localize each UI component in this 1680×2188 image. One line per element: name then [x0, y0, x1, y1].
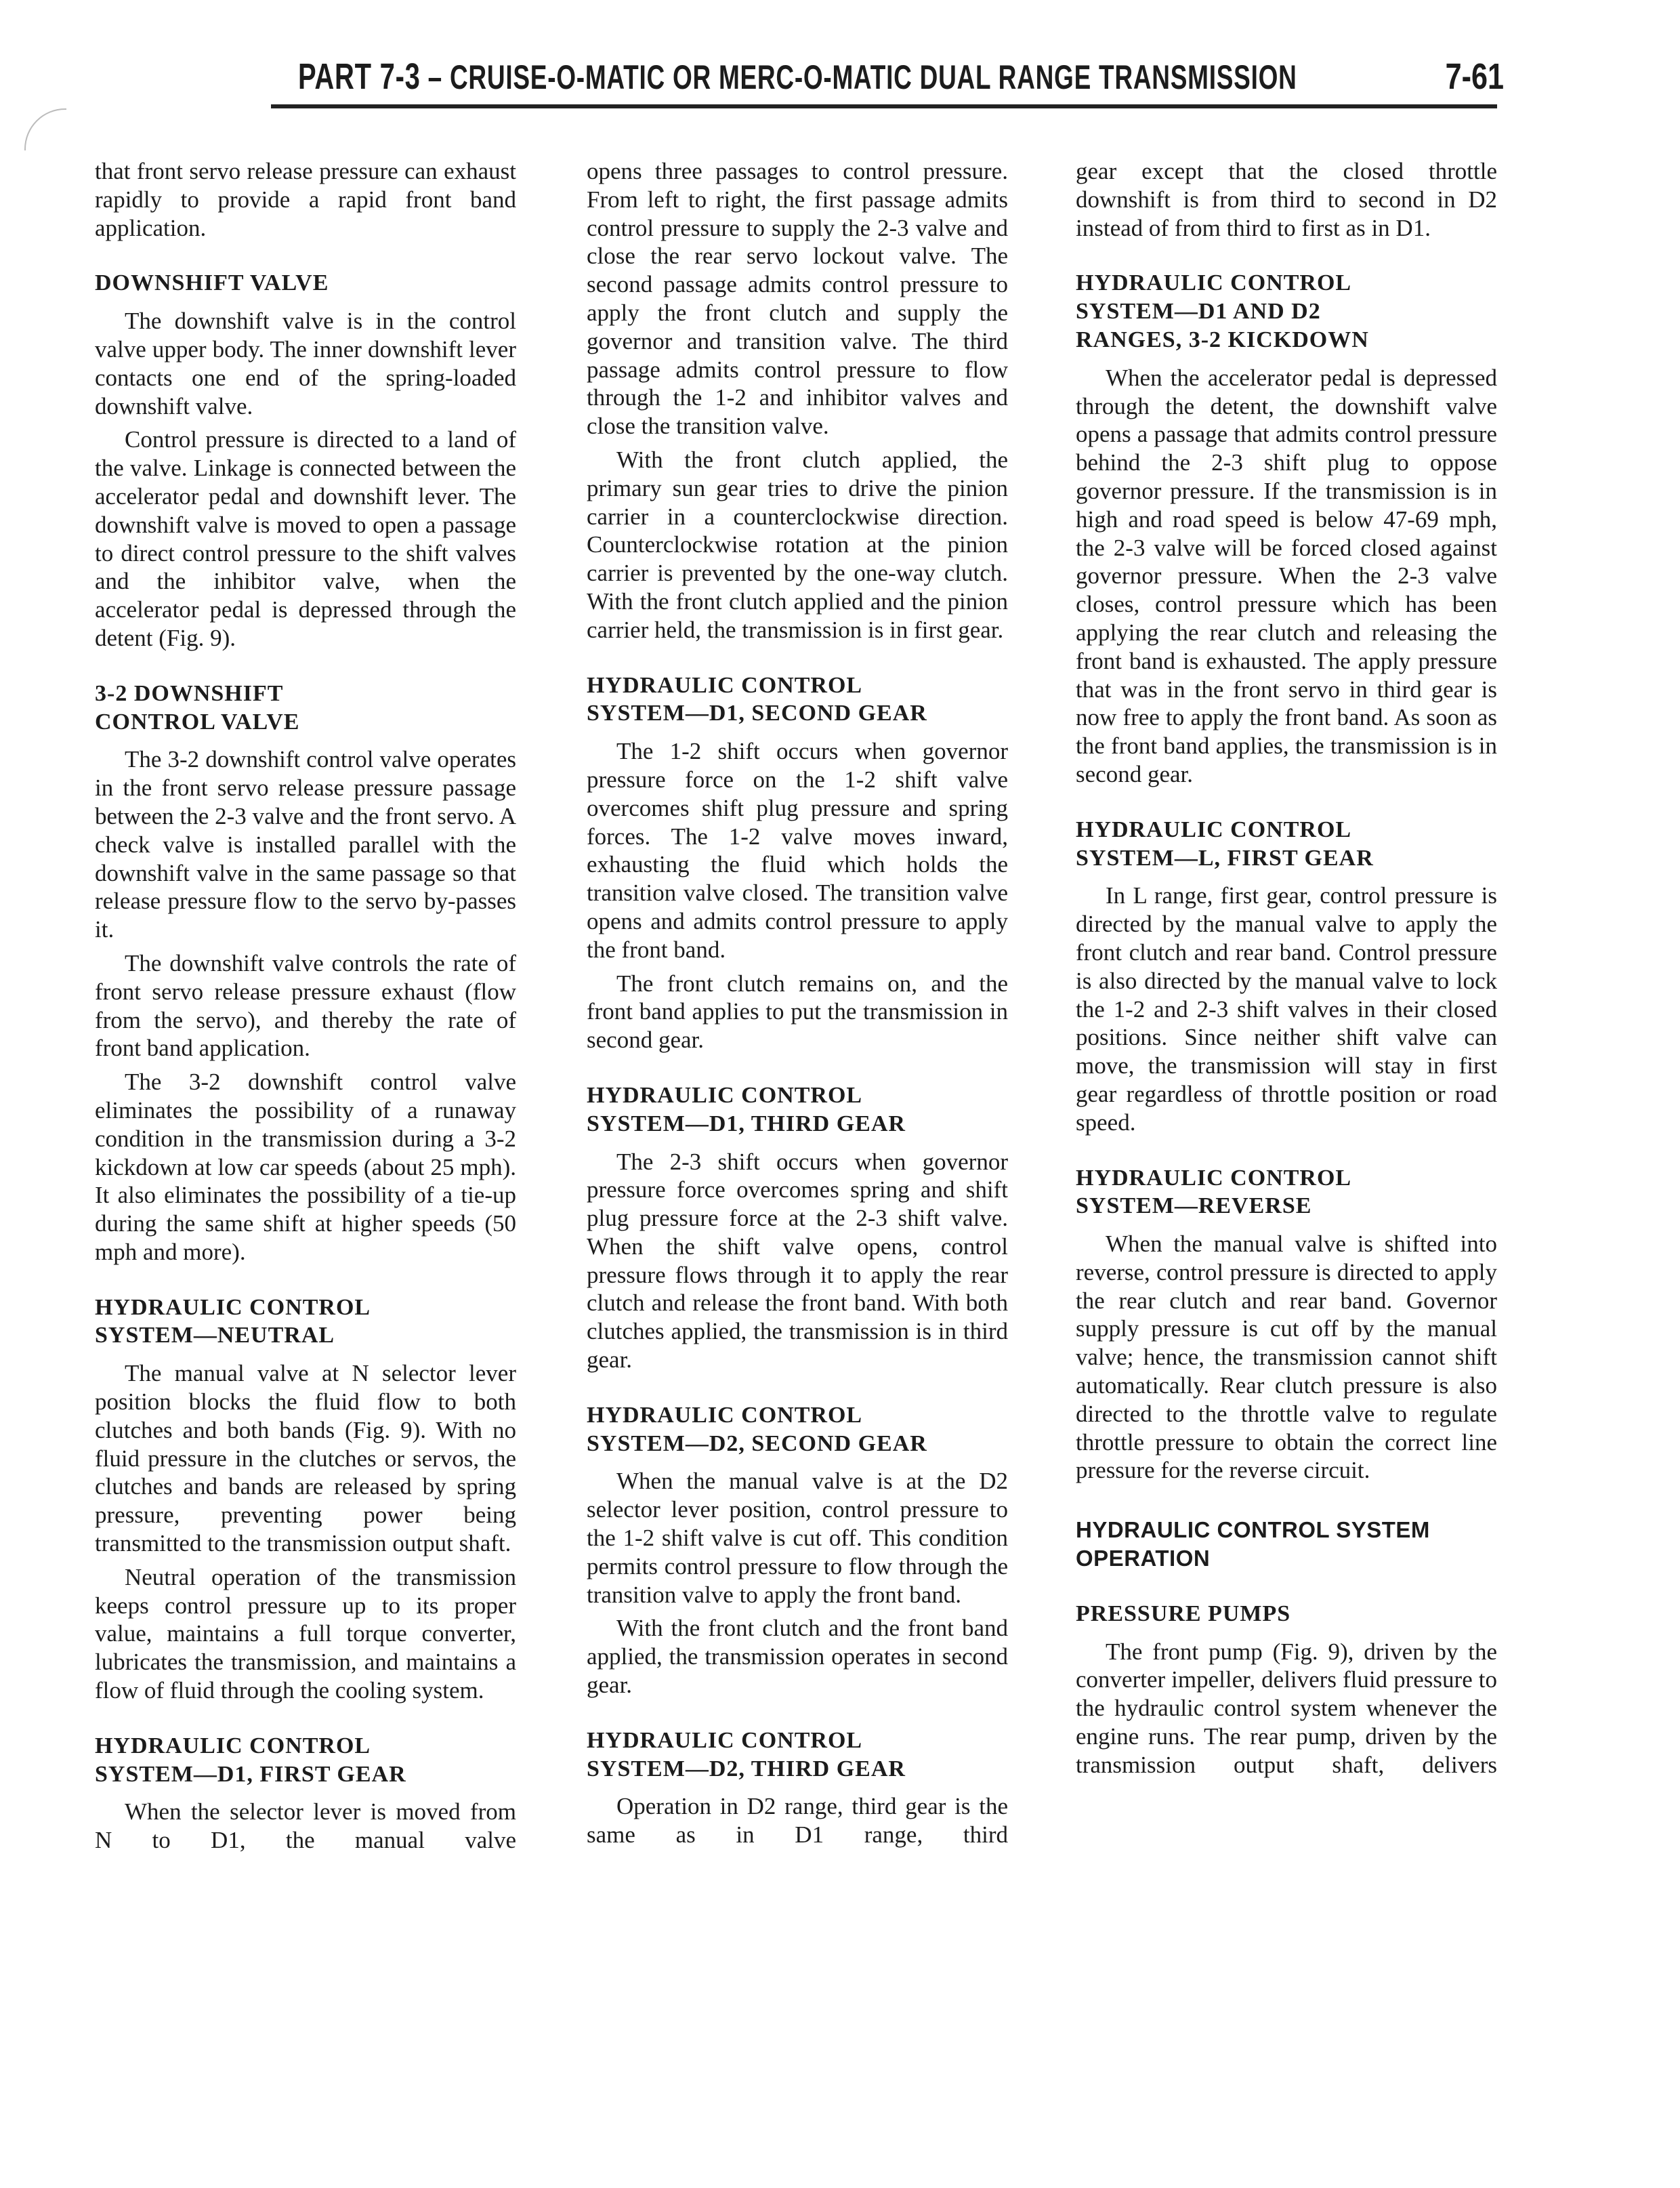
paragraph: opens three passages to control pressure. From left to right, the first passage admits control pressure to supply the 2-3 valve and close the rear servo lockout valve. The second passage admits control pressure to apply the front clutch and supply the governor and transition valve. The third passage admits control pressure to flow through the 1-2 and inhibitor valves and close the transition valve.: [587, 158, 1008, 440]
heading-line: HYDRAULIC CONTROL: [95, 1294, 371, 1320]
heading-line: HYDRAULIC CONTROL: [1076, 270, 1352, 296]
paragraph: When the manual valve is at the D2 selector lever position, control pressure to the 1-2 shift valve is cut off. This condition permits control pressure to flow through the transition valve to apply the front band.: [587, 1468, 1008, 1608]
heading-line: HYDRAULIC CONTROL: [587, 1082, 863, 1108]
heading-line: HYDRAULIC CONTROL: [1076, 1165, 1352, 1191]
section-heading: [1076, 1516, 1497, 1573]
section-heading: [587, 1401, 1008, 1458]
heading-line: PRESSURE PUMPS: [1076, 1601, 1291, 1626]
heading-line: RANGES, 3-2 KICKDOWN: [1076, 327, 1369, 352]
heading-line: HYDRAULIC CONTROL: [1076, 817, 1352, 842]
paragraph: Neutral operation of the transmission keeps control pressure up to its proper value, maintains a full torque converter, lubricates the transmission, and maintains a flow of fluid through the cooling system.: [95, 1563, 516, 1704]
paragraph: The 3-2 downshift control valve operates in the front servo release pressure passage between the 2-3 valve and the front servo. A check valve is installed parallel with the downshift valve in the same passage so that release pressure flow to the servo by-passes it.: [95, 746, 516, 943]
chapter-title: – CRUISE-O-MATIC OR MERC-O-MATIC DUAL RANGE TRANSMISSION: [420, 58, 1297, 96]
heading-line: SYSTEM—L, FIRST GEAR: [1076, 845, 1374, 871]
heading-line: 3-2 DOWNSHIFT: [95, 680, 284, 706]
text-column-1: [95, 157, 516, 1855]
paragraph: The 1-2 shift occurs when governor pressure force on the 1-2 shift valve overcomes shift plug pressure and spring forces. The 1-2 valve moves inward, exhausting the fluid which holds the transition valve closed. The transition valve opens and admits control pressure to apply the front band.: [587, 738, 1008, 963]
paragraph: The 2-3 shift occurs when governor pressure force overcomes spring and shift plug pressure force at the 2-3 shift valve. When the shift valve opens, control pressure flows through it to apply the rear clutch and release the front band. With both clutches applied, the transmission is in third gear.: [587, 1148, 1008, 1374]
heading-line: HYDRAULIC CONTROL: [587, 1402, 863, 1428]
paragraph: that front servo release pressure can exhaust rapidly to provide a rapid front band application.: [95, 158, 516, 241]
heading-line: OPERATION: [1076, 1546, 1211, 1571]
text-column-3: [1076, 157, 1497, 1779]
section-heading: [1076, 269, 1497, 354]
paragraph: The manual valve at N selector lever position blocks the fluid flow to both clutches and both bands (Fig. 9). With no fluid pressure in the clutches or servos, the clutches and bands are released by spring pressure, preventing power being transmitted to the transmission output shaft.: [95, 1360, 516, 1557]
paragraph: The downshift valve controls the rate of front servo release pressure exhaust (flow from the servo), and thereby the rate of front band application.: [95, 949, 516, 1062]
paragraph: When the manual valve is shifted into reverse, control pressure is directed to apply the rear clutch and rear band. Governor supply pressure is cut off by the manual valve; hence, the transmission cannot shift automatically. Rear clutch pressure is also directed to the throttle valve to regulate throttle pressure to obtain the correct line pressure for the reverse circuit.: [1076, 1231, 1497, 1484]
heading-line: HYDRAULIC CONTROL: [587, 672, 863, 698]
section-heading: [95, 1294, 516, 1350]
paragraph: gear except that the closed throttle downshift is from third to second in D2 instead of from third to first as in D1.: [1076, 158, 1497, 241]
section-heading: [587, 672, 1008, 728]
section-heading: [95, 269, 516, 297]
paragraph: When the selector lever is moved from N to D1, the manual valve: [95, 1798, 516, 1854]
paragraph: The front pump (Fig. 9), driven by the converter impeller, delivers fluid pressure to the hydraulic control system whenever the engine runs. The rear pump, driven by the transmission output shaft, delivers: [1076, 1638, 1497, 1778]
heading-line: SYSTEM—NEUTRAL: [95, 1323, 335, 1348]
page-number: 7-61: [1445, 56, 1504, 97]
heading-line: SYSTEM—D2, THIRD GEAR: [587, 1756, 906, 1781]
page-corner-mark: [24, 108, 66, 150]
paragraph: Control pressure is directed to a land of the valve. Linkage is connected between the accelerator pedal and downshift lever. The downshift valve is moved to open a passage to direct control pressure to the shift valves and the inhibitor valve, when the accelerator pedal is depressed through the detent (Fig. 9).: [95, 426, 516, 651]
heading-line: SYSTEM—D1, FIRST GEAR: [95, 1761, 406, 1787]
text-column-2: [587, 157, 1008, 1849]
section-heading: [1076, 816, 1497, 873]
heading-line: SYSTEM—D1 AND D2: [1076, 299, 1321, 325]
paragraph: Operation in D2 range, third gear is the same as in D1 range, third: [587, 1793, 1008, 1849]
header-title: [298, 56, 1297, 98]
section-heading: [587, 1727, 1008, 1783]
heading-line: DOWNSHIFT VALVE: [95, 270, 329, 296]
heading-line: HYDRAULIC CONTROL: [95, 1733, 371, 1758]
paragraph: With the front clutch applied, the primary sun gear tries to drive the pinion carrier in a counterclockwise direction. Counterclockwise rotation at the pinion carrier is prevented by the one-way clutch. With the front clutch applied and the pinion carrier held, the transmission is in first gear.: [587, 446, 1008, 643]
heading-line: SYSTEM—D1, SECOND GEAR: [587, 701, 927, 726]
section-heading: [1076, 1164, 1497, 1221]
paragraph: The front clutch remains on, and the front band applies to put the transmission in second gear.: [587, 970, 1008, 1054]
heading-line: CONTROL VALVE: [95, 709, 300, 735]
part-label: PART 7-3: [298, 56, 421, 97]
paragraph: The 3-2 downshift control valve eliminates the possibility of a runaway condition in the transmission during a 3-2 kickdown at low car speeds (about 25 mph). It also eliminates the possibility of a tie-up during the same shift at higher speeds (50 mph and more).: [95, 1069, 516, 1265]
section-heading: [587, 1081, 1008, 1138]
paragraph: With the front clutch and the front band applied, the transmission operates in second gear.: [587, 1615, 1008, 1699]
section-heading: [95, 1732, 516, 1789]
header-rule: [271, 104, 1497, 108]
heading-line: SYSTEM—D2, SECOND GEAR: [587, 1430, 927, 1456]
paragraph: In L range, first gear, control pressure is directed by the manual valve to apply the front clutch and rear band. Control pressure is also directed by the manual valve to lock the 1-2 and 2-3 shift valves in their closed positions. Since neither shift valve can move, the transmission will stay in first gear regardless of throttle position or road speed.: [1076, 882, 1497, 1136]
paragraph: The downshift valve is in the control valve upper body. The inner downshift lever contacts one end of the spring-loaded downshift valve.: [95, 308, 516, 419]
heading-line: HYDRAULIC CONTROL SYSTEM: [1076, 1517, 1430, 1543]
heading-line: SYSTEM—REVERSE: [1076, 1193, 1312, 1219]
paragraph: When the accelerator pedal is depressed through the detent, the downshift valve opens a passage that admits control pressure behind the 2-3 shift plug to oppose governor pressure. If the transmission is in high and road speed is below 47-69 mph, the 2-3 valve will be forced closed against governor pressure. When the 2-3 valve closes, control pressure which has been applying the rear clutch and releasing the front band is exhausted. The apply pressure that was in the front servo in third gear is now free to apply the front band. As soon as the front band applies, the transmission is in second gear.: [1076, 364, 1497, 787]
section-heading: [1076, 1600, 1497, 1628]
page-header: [298, 56, 1504, 103]
heading-line: HYDRAULIC CONTROL: [587, 1727, 863, 1753]
heading-line: SYSTEM—D1, THIRD GEAR: [587, 1111, 906, 1136]
section-heading: [95, 680, 516, 737]
